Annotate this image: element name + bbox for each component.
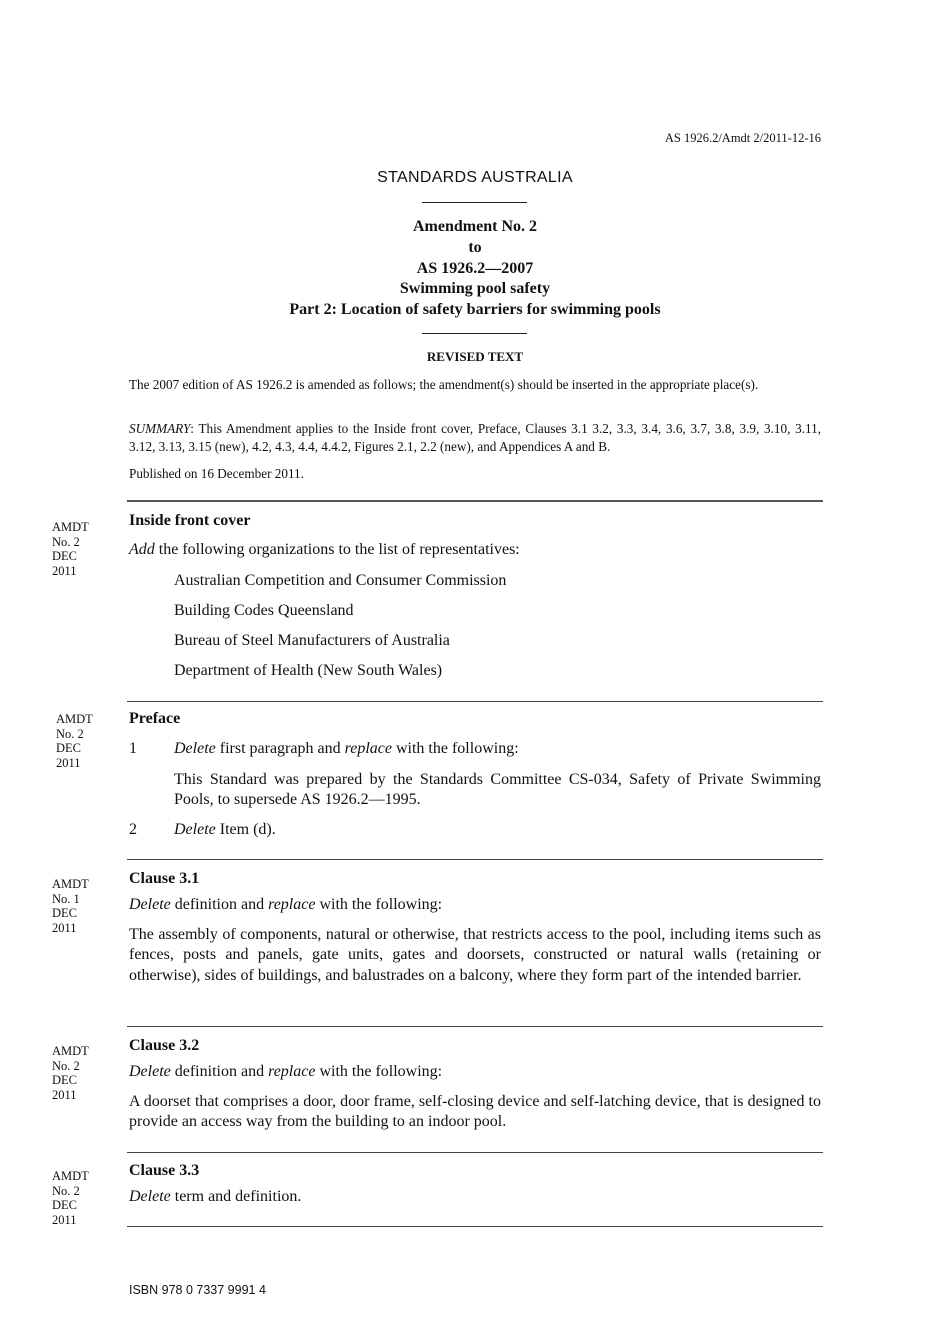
action-word: replace	[268, 1063, 316, 1080]
preface-item-2	[129, 820, 821, 841]
section-instruction	[129, 540, 821, 561]
item-number: 1	[129, 740, 137, 757]
amdt-label: AMDT	[52, 877, 89, 891]
amdt-label: AMDT	[52, 1044, 89, 1058]
title-line-amendment: Amendment No. 2	[413, 218, 537, 235]
section-heading: Clause 3.2	[129, 1037, 200, 1054]
section-instruction	[129, 1187, 821, 1208]
title-line-standard: AS 1926.2—2007	[416, 259, 534, 277]
action-word: Delete	[129, 1063, 171, 1080]
document-reference: AS 1926.2/Amdt 2/2011-12-16	[664, 131, 821, 145]
amdt-month: DEC	[52, 1198, 77, 1212]
amdt-marker	[52, 520, 89, 578]
edition-statement: The 2007 edition of AS 1926.2 is amended as follows; the amendment(s) should be inserted in the appropriate place(s).	[129, 377, 759, 392]
summary-text: : This Amendment applies to the Inside front cover, Preface, Clauses 3.1 3.2, 3.3, 3.4, 3.6, 3.7, 3.8, 3.9, 3.10, 3.11, 3.12, 3.13, 3.15 (new), 4.2, 4.3, 4.4, 4.4.2, Figures 2.1, 2.2 (new), and Appendices A and B.	[129, 421, 821, 454]
amdt-month: DEC	[52, 906, 77, 920]
section-divider	[127, 1226, 823, 1227]
section-divider	[127, 701, 823, 702]
summary-label: SUMMARY	[129, 421, 191, 436]
section-instruction	[129, 895, 821, 916]
amdt-month: DEC	[56, 741, 81, 755]
section-divider	[127, 859, 823, 860]
amdt-number: No. 2	[52, 1183, 80, 1198]
instruction-text: with the following:	[315, 1063, 443, 1080]
amdt-marker	[52, 1044, 89, 1102]
section-heading: Preface	[129, 710, 181, 727]
amdt-marker	[52, 877, 89, 935]
section-clause-3-1	[129, 869, 821, 986]
action-word: Delete	[174, 820, 216, 838]
section-clause-3-3	[129, 1161, 821, 1208]
amdt-year: 2011	[52, 920, 77, 935]
action-word: replace	[268, 896, 316, 913]
title-bottom-rule	[422, 333, 527, 334]
amdt-number: No. 1	[52, 891, 80, 906]
amdt-year: 2011	[56, 755, 81, 770]
section-heading: Inside front cover	[129, 512, 251, 529]
intro-divider	[127, 500, 823, 502]
title-line-subject: Swimming pool safety	[399, 280, 551, 298]
section-clause-3-2	[129, 1036, 821, 1133]
amdt-year: 2011	[52, 563, 77, 578]
list-item: Department of Health (New South Wales)	[174, 661, 443, 679]
instruction-text: definition and	[170, 896, 269, 913]
amdt-marker	[56, 712, 93, 770]
title-line-to: to	[468, 238, 482, 256]
representatives-list	[174, 571, 821, 681]
amdt-number: No. 2	[52, 1058, 80, 1073]
summary-paragraph	[129, 420, 821, 456]
action-word: Delete	[129, 896, 171, 913]
list-item: Building Codes Queensland	[174, 601, 354, 619]
amdt-year: 2011	[52, 1212, 77, 1227]
isbn: ISBN 978 0 7337 9991 4	[129, 1283, 266, 1297]
instruction-text: Item (d).	[215, 820, 276, 838]
amdt-number: No. 2	[56, 726, 84, 741]
instruction-text: the following organizations to the list of representatives:	[154, 541, 520, 558]
organization-name: STANDARDS AUSTRALIA	[377, 169, 573, 186]
instruction-text: definition and	[170, 1063, 269, 1080]
preface-item-1	[129, 739, 821, 760]
amdt-month: DEC	[52, 549, 77, 563]
section-heading: Clause 3.3	[129, 1162, 200, 1179]
amdt-label: AMDT	[52, 520, 89, 534]
published-date: Published on 16 December 2011.	[129, 466, 304, 481]
amdt-label: AMDT	[52, 1169, 89, 1183]
amendment-title	[0, 217, 950, 321]
section-divider	[127, 1026, 823, 1027]
section-heading: Clause 3.1	[129, 870, 200, 887]
action-word: Add	[129, 541, 155, 558]
section-divider	[127, 1152, 823, 1153]
action-word: replace	[344, 740, 392, 757]
action-word: Delete	[174, 740, 216, 757]
list-item: Australian Competition and Consumer Commission	[174, 571, 507, 589]
replacement-text: The assembly of components, natural or otherwise, that restricts access to the pool, including items such as fences, posts and panels, gate units, gates and doorsets, constructed or natural walls (retaining or otherwise), sides of buildings, and balustrades on a balcony, where they form part of the intended barrier.	[129, 925, 821, 984]
section-preface	[129, 709, 821, 840]
revised-text-label: REVISED TEXT	[426, 349, 524, 364]
amdt-marker	[52, 1169, 89, 1227]
amdt-label: AMDT	[56, 712, 93, 726]
item-number: 2	[129, 820, 137, 838]
replacement-text: A doorset that comprises a door, door frame, self-closing device and self-latching device, that is designed to provide an access way from the building to an indoor pool.	[129, 1092, 821, 1131]
amdt-month: DEC	[52, 1073, 77, 1087]
instruction-text: first paragraph and	[215, 740, 345, 757]
section-inside-front-cover	[129, 511, 821, 681]
instruction-text: with the following:	[315, 896, 443, 913]
instruction-text: term and definition.	[170, 1188, 302, 1205]
list-item: Bureau of Steel Manufacturers of Australia	[174, 631, 450, 649]
replacement-text: This Standard was prepared by the Standards Committee CS-034, Safety of Private Swimming Pools, to supersede AS 1926.2—1995.	[174, 770, 821, 809]
amdt-number: No. 2	[52, 534, 80, 549]
instruction-text: with the following:	[391, 740, 519, 757]
amdt-year: 2011	[52, 1087, 77, 1102]
title-top-rule	[422, 202, 527, 203]
section-instruction	[129, 1062, 821, 1083]
action-word: Delete	[129, 1188, 171, 1205]
title-line-part: Part 2: Location of safety barriers for swimming pools	[289, 301, 661, 319]
